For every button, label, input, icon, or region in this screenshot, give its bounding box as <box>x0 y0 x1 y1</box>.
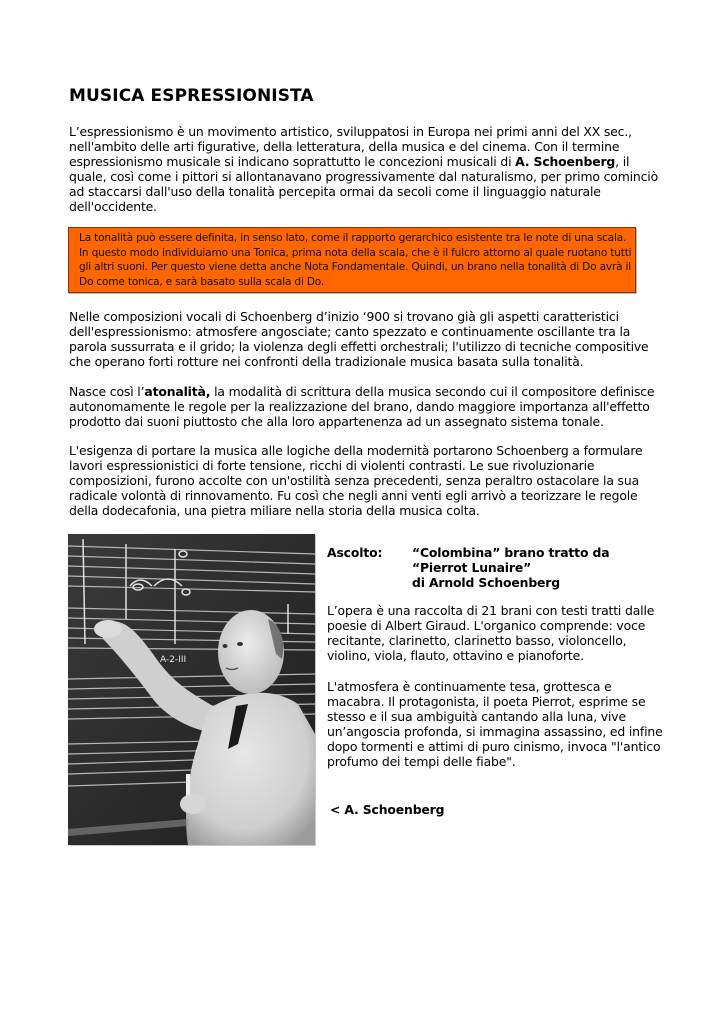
intro-bold-name: A. Schoenberg <box>515 154 616 169</box>
listening-label: Ascolto: <box>327 545 383 560</box>
schoenberg-photo <box>68 534 315 845</box>
intro-text-2: , il quale, così come i pittori si allontanavano progressivamente dal naturalismo, per primo cominciò ad staccarsi dall'uso della tonalità percepita ormai da secoli come il linguaggio naturale dell'occidente. <box>69 154 658 214</box>
listening-row-3 <box>327 575 667 590</box>
atonality-paragraph <box>69 384 661 429</box>
listening-line-2: “Pierrot Lunaire” <box>412 560 532 575</box>
listening-block <box>327 545 667 590</box>
listening-row-2 <box>327 560 667 575</box>
schoenberg-portrait-image <box>68 534 315 845</box>
intro-paragraph <box>69 124 661 214</box>
board-annotation: A-2-III <box>160 655 187 665</box>
listening-line-3: di Arnold Schoenberg <box>412 575 560 590</box>
photo-caption: < A. Schoenberg <box>330 802 445 817</box>
modernity-paragraph: L'esigenza di portare la musica alle logiche della modernità portarono Schoenberg a formulare lavori espressionistici di forte tensione, ricchi di violenti contrasti. Le sue rivoluzionarie composizioni, furono accolte con un'ostilità senza precedenti, senza peraltro ostacolare la sua radicale volontà di rinnovamento. Fu così che negli anni venti egli arrivò a teorizzare le regole della dodecafonia, una pietra miliare nella storia della musica colta. <box>69 443 643 518</box>
listening-line-1: “Colombina” brano tratto da <box>412 545 610 560</box>
page-title: MUSICA ESPRESSIONISTA <box>69 86 314 106</box>
atmosphere-description: L'atmosfera è continuamente tesa, grottesca e macabra. Il protagonista, il poeta Pierrot, esprime se stesso e il sua ambiguità cantando alla luna, vive un’angoscia profonda, si immagina assassino, ed infine dopo tormenti e attimi di puro cinismo, invoca "l'antico profumo dei tempi delle fiabe". <box>327 679 663 769</box>
atonality-text-2: la modalità di scrittura della musica secondo cui il compositore definisce autonomamente le regole per la realizzazione del brano, dando maggiore importanza all'effetto prodotto dai suoni piuttosto che alla loro appartenenza ad un assegnato sistema tonale. <box>69 384 655 429</box>
opera-description: L’opera è una raccolta di 21 brani con testi tratti dalle poesie di Albert Giraud. L'organico comprende: voce recitante, clarinetto, clarinetto basso, violoncello, violino, viola, flauto, ottavino e pianoforte. <box>327 603 655 663</box>
vocal-compositions-paragraph: Nelle composizioni vocali di Schoenberg d’inizio ‘900 si trovano già gli aspetti caratteristici dell'espressionismo: atmosfere angosciate; canto spezzato e continuamente oscillante tra la parola sussurrata e il grido; la violenza degli effetti orchestrali; l'utilizzo di tecniche compositive che operano forti rotture nei confronti della tradizionale musica basata sulla tonalità. <box>69 309 649 369</box>
atonality-bold-term: atonalità, <box>144 384 211 399</box>
atmosphere-description-block <box>327 679 667 769</box>
atonality-text-1: Nasce così l’ <box>69 384 145 399</box>
tonality-callout-box <box>68 227 636 293</box>
tonality-callout-text: La tonalità può essere definita, in senso lato, come il rapporto gerarchico esistente tra le note di una scala. In questo modo individuiamo una Tonica, prima nota della scala, che è il fulcro attorno al quale ruotano tutti gli altri suoni. Per questo viene detta anche Nota Fondamentale. Quindi, un brano nella tonalità di Do avrà il Do come tonica, e sarà basato sulla scala di Do. <box>79 232 632 288</box>
opera-description-block <box>327 603 667 663</box>
photo-caption-block <box>330 802 670 817</box>
intro-text-1: L’espressionismo è un movimento artistico, sviluppatosi in Europa nei primi anni del XX sec., nell'ambito delle arti figurative, della letteratura, della musica e del cinema. Con il termine espressionismo musicale si indicano soprattutto le concezioni musicali di <box>69 124 632 169</box>
listening-row-1 <box>327 545 667 560</box>
